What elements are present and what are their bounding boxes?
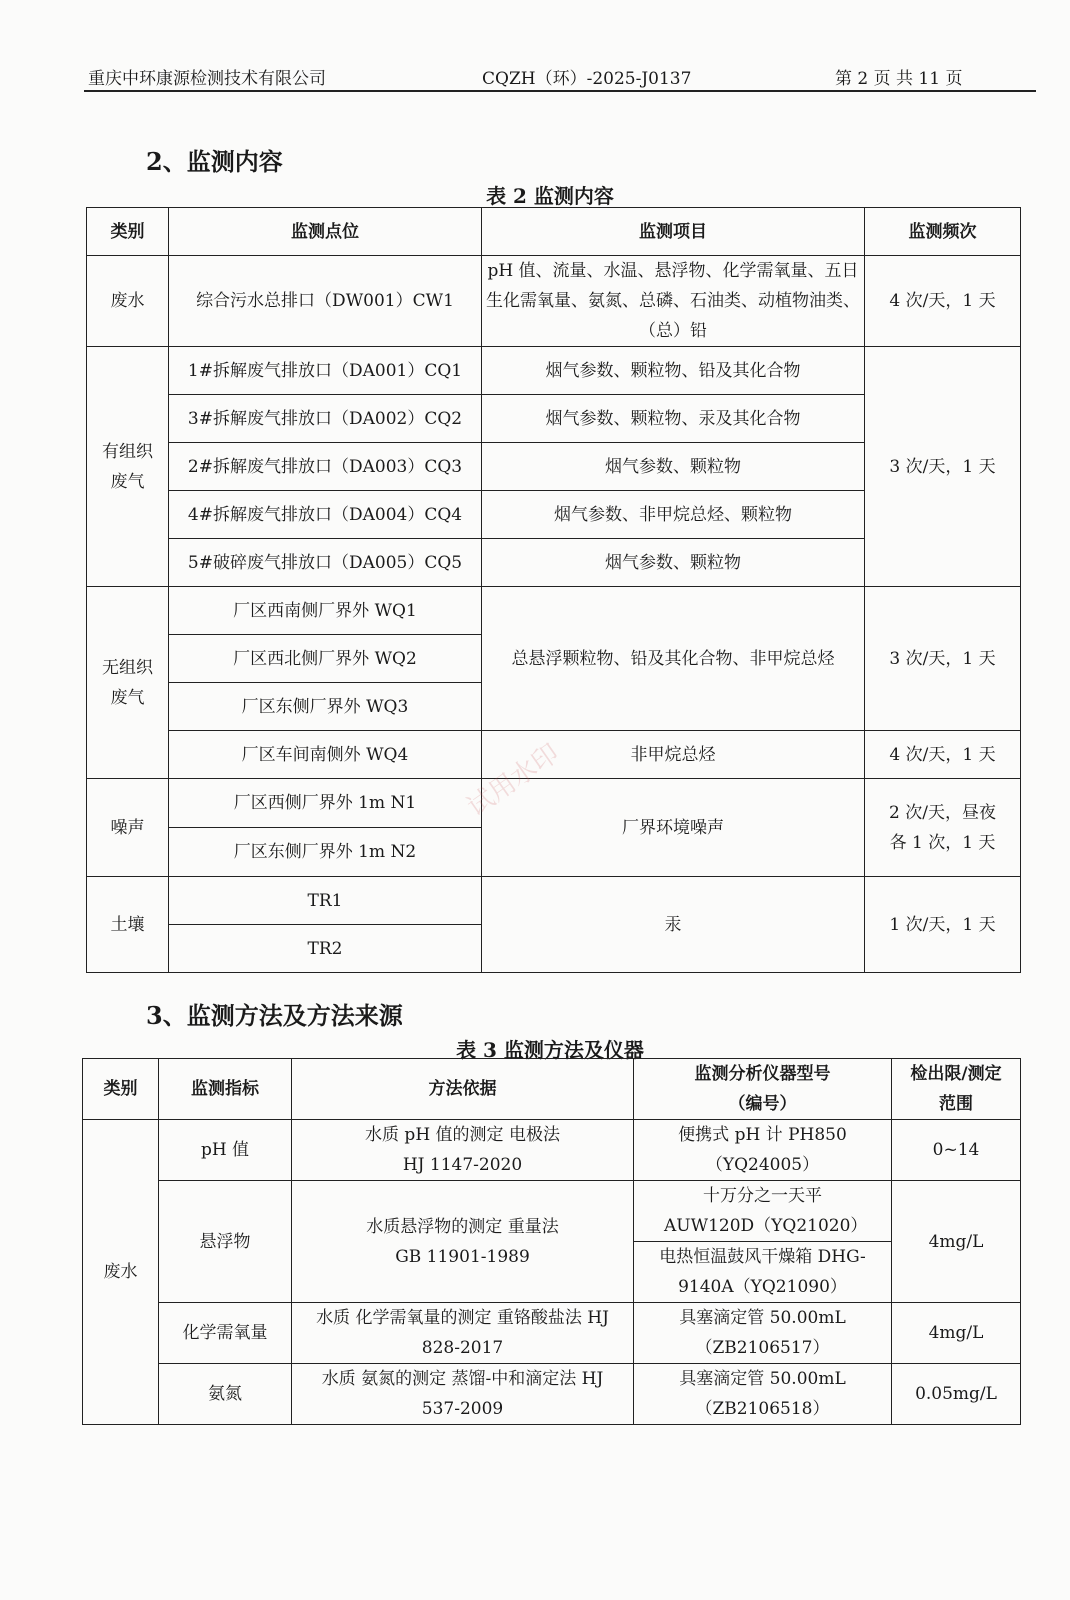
col-header: 类别 xyxy=(83,1059,159,1120)
method-cell: 水质 氨氮的测定 蒸馏-中和滴定法 HJ 537-2009 xyxy=(292,1364,634,1425)
point-cell: 厂区西南侧厂界外 WQ1 xyxy=(169,587,482,635)
point-cell: 厂区东侧厂界外 WQ3 xyxy=(169,683,482,731)
freq-cell: 4 次/天，1 天 xyxy=(865,731,1021,779)
items-cell: 烟气参数、颗粒物、汞及其化合物 xyxy=(482,395,865,443)
col-header: 监测频次 xyxy=(865,208,1021,256)
table-row xyxy=(87,587,1021,635)
items-cell: 烟气参数、非甲烷总烃、颗粒物 xyxy=(482,491,865,539)
col-header: 方法依据 xyxy=(292,1059,634,1120)
limit-cell: 4mg/L xyxy=(892,1181,1021,1303)
category-cell: 废水 xyxy=(83,1120,159,1425)
page-number: 第 2 页 共 11 页 xyxy=(835,69,963,89)
category-cell: 废水 xyxy=(87,256,169,347)
table-row xyxy=(83,1364,1021,1425)
table-row xyxy=(87,877,1021,925)
point-cell: 5#破碎废气排放口（DA005）CQ5 xyxy=(169,539,482,587)
col-header: 监测点位 xyxy=(169,208,482,256)
instrument-cell: 具塞滴定管 50.00mL（ZB2106518） xyxy=(634,1364,892,1425)
freq-cell: 1 次/天，1 天 xyxy=(865,877,1021,973)
table-row xyxy=(83,1181,1021,1242)
items-cell: 厂界环境噪声 xyxy=(482,779,865,877)
category-cell: 土壤 xyxy=(87,877,169,973)
col-header: 检出限/测定范围 xyxy=(892,1059,1021,1120)
point-cell: TR1 xyxy=(169,877,482,925)
point-cell: TR2 xyxy=(169,925,482,973)
items-cell: 非甲烷总烃 xyxy=(482,731,865,779)
watermark: 试用水印 xyxy=(462,738,565,823)
instrument-cell: 具塞滴定管 50.00mL（ZB2106517） xyxy=(634,1303,892,1364)
table-header-row xyxy=(87,208,1021,256)
company-name: 重庆中环康源检测技术有限公司 xyxy=(88,69,326,89)
point-cell: 厂区西侧厂界外 1m N1 xyxy=(169,779,482,828)
index-cell: 化学需氧量 xyxy=(159,1303,292,1364)
report-number: CQZH（环）-2025-J0137 xyxy=(482,69,692,89)
table-3-caption: 表 3 监测方法及仪器 xyxy=(456,1038,644,1062)
table-header-row xyxy=(83,1059,1021,1120)
items-cell: 总悬浮颗粒物、铅及其化合物、非甲烷总烃 xyxy=(482,587,865,731)
category-cell: 无组织废气 xyxy=(87,587,169,779)
col-header: 监测项目 xyxy=(482,208,865,256)
items-cell: pH 值、流量、水温、悬浮物、化学需氧量、五日生化需氧量、氨氮、总磷、石油类、动植物油类、（总）铅 xyxy=(482,256,865,347)
table-row xyxy=(83,1303,1021,1364)
table-monitoring-content xyxy=(86,207,1021,973)
header-rule xyxy=(84,90,1036,92)
freq-cell: 4 次/天，1 天 xyxy=(865,256,1021,347)
category-cell: 噪声 xyxy=(87,779,169,877)
index-cell: pH 值 xyxy=(159,1120,292,1181)
point-cell: 厂区车间南侧外 WQ4 xyxy=(169,731,482,779)
table-row xyxy=(83,1120,1021,1181)
point-cell: 2#拆解废气排放口（DA003）CQ3 xyxy=(169,443,482,491)
instrument-cell: 电热恒温鼓风干燥箱 DHG-9140A（YQ21090） xyxy=(634,1242,892,1303)
point-cell: 厂区东侧厂界外 1m N2 xyxy=(169,828,482,877)
instrument-cell: 便携式 pH 计 PH850（YQ24005） xyxy=(634,1120,892,1181)
section-3-title: 3、监测方法及方法来源 xyxy=(146,1001,403,1030)
items-cell: 汞 xyxy=(482,877,865,973)
instrument-cell: 十万分之一天平 AUW120D（YQ21020） xyxy=(634,1181,892,1242)
point-cell: 1#拆解废气排放口（DA001）CQ1 xyxy=(169,347,482,395)
limit-cell: 0.05mg/L xyxy=(892,1364,1021,1425)
limit-cell: 0~14 xyxy=(892,1120,1021,1181)
col-header: 监测指标 xyxy=(159,1059,292,1120)
items-cell: 烟气参数、颗粒物 xyxy=(482,443,865,491)
table-row xyxy=(87,256,1021,347)
point-cell: 厂区西北侧厂界外 WQ2 xyxy=(169,635,482,683)
col-header: 监测分析仪器型号（编号） xyxy=(634,1059,892,1120)
table-2-caption: 表 2 监测内容 xyxy=(486,184,614,208)
point-cell: 4#拆解废气排放口（DA004）CQ4 xyxy=(169,491,482,539)
category-cell: 有组织废气 xyxy=(87,347,169,587)
point-cell: 3#拆解废气排放口（DA002）CQ2 xyxy=(169,395,482,443)
method-cell: 水质悬浮物的测定 重量法 GB 11901-1989 xyxy=(292,1181,634,1303)
table-monitoring-methods xyxy=(82,1058,1021,1425)
freq-cell: 3 次/天，1 天 xyxy=(865,587,1021,731)
table-row xyxy=(87,779,1021,828)
index-cell: 氨氮 xyxy=(159,1364,292,1425)
freq-cell: 3 次/天，1 天 xyxy=(865,347,1021,587)
table-row xyxy=(87,347,1021,395)
limit-cell: 4mg/L xyxy=(892,1303,1021,1364)
method-cell: 水质 pH 值的测定 电极法 HJ 1147-2020 xyxy=(292,1120,634,1181)
index-cell: 悬浮物 xyxy=(159,1181,292,1303)
section-2-title: 2、监测内容 xyxy=(146,147,283,176)
method-cell: 水质 化学需氧量的测定 重铬酸盐法 HJ 828-2017 xyxy=(292,1303,634,1364)
point-cell: 综合污水总排口（DW001）CW1 xyxy=(169,256,482,347)
items-cell: 烟气参数、颗粒物 xyxy=(482,539,865,587)
items-cell: 烟气参数、颗粒物、铅及其化合物 xyxy=(482,347,865,395)
col-header: 类别 xyxy=(87,208,169,256)
freq-cell: 2 次/天，昼夜各 1 次，1 天 xyxy=(865,779,1021,877)
